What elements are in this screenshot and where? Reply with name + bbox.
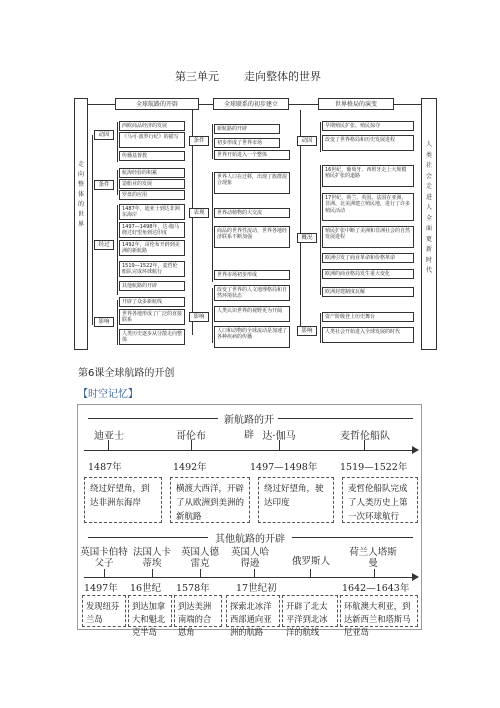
timeline-1-name-4: 麦哲伦船队 xyxy=(340,431,390,442)
timeline-1-desc-1: 绕过好望角，到达非洲东海岸 xyxy=(84,477,162,523)
timeline-2-desc-5: 开辟了北太平洋到北冰洋的航线 xyxy=(282,595,338,627)
c3-overview-4: 欧洲引发了商业革命和价格革命 xyxy=(322,253,414,263)
c2-manifest-3: 商品的世界性流动，世界各地经济联系不断加强 xyxy=(214,226,290,248)
timeline-1-name-2: 哥伦布 xyxy=(176,431,206,442)
timeline-2-desc-1: 发现纽芬兰岛 xyxy=(82,595,126,627)
timeline-figure xyxy=(77,404,422,637)
timeline-1-desc-4: 麦哲伦船队完成了人类历史上第一次环球航行 xyxy=(342,477,418,523)
timeline-1-year-1: 1487年 xyxy=(88,462,122,473)
c3-label-motive: 动因 xyxy=(297,136,317,146)
timeline-2-year-4: 17世纪初 xyxy=(236,583,277,594)
timeline-2-name-5: 俄罗斯人 xyxy=(291,556,330,567)
section-heading: 【时空记忆】 xyxy=(78,389,138,400)
c3-overview-6: 欧洲封建制度瓦解 xyxy=(322,287,414,297)
timeline-2-year-1: 1497年 xyxy=(84,583,118,594)
right-vertical-text: 人类社会走进人全面更新时代 xyxy=(425,141,432,274)
c1-process-3: 1492年，哥伦布开辟到美洲的新航路 xyxy=(119,240,185,256)
c1-process-2: 1497—1498年，达·伽马绕过好望角到达印度 xyxy=(119,222,185,238)
timeline-2-desc-2: 到达加拿大和魁北克半岛 xyxy=(128,595,172,627)
timeline-2-axis xyxy=(84,577,416,578)
timeline-2-name-3: 英国人德雷克 xyxy=(180,547,219,569)
timeline-2-year-2: 16世纪 xyxy=(130,583,162,594)
left-vertical-text: 走向整体的世界 xyxy=(77,161,84,228)
c1-motive-2: 《马可·波罗行纪》的描写 xyxy=(119,132,185,148)
timeline-1-year-4: 1519—1522年 xyxy=(340,462,408,473)
timeline-2-year-3: 1578年 xyxy=(176,583,210,594)
c3-label-impact: 影响 xyxy=(297,326,317,336)
c2-label-conditions: 条件 xyxy=(189,136,209,146)
c1-cond-1: 航海经验的积累 xyxy=(119,168,185,178)
c3-overview-2: 17世纪，荷兰、英国、法国在亚洲、非洲、北美洲建立殖民地，进行了许多殖民活动 xyxy=(322,193,414,221)
c1-cond-2: 造船业的发展 xyxy=(119,179,185,189)
c3-motive-1: 早期殖民扩张、殖民掠夺 xyxy=(322,121,414,131)
c2-cond-2: 初步形成了世界市场 xyxy=(214,138,280,148)
timeline-1-year-3: 1497—1498年 xyxy=(250,462,318,473)
timeline-1-arrow xyxy=(412,446,419,454)
c2-cond-3: 世界开始进入一个整体 xyxy=(214,150,290,160)
c1-label-conditions: 条件 xyxy=(94,180,114,190)
c1-label-process: 经过 xyxy=(94,240,114,250)
timeline-2-year-6: 1642—1643年 xyxy=(342,583,410,594)
timeline-2-name-1: 英国卡伯特父子 xyxy=(80,547,128,569)
c1-cond-3: 罗盘的应用 xyxy=(119,190,185,200)
timeline-2-name-6: 荷兰人塔斯曼 xyxy=(349,547,397,569)
timeline-2-desc-3: 到达美洲南端的合恩角 xyxy=(174,595,222,627)
c1-impact-1: 开辟了众多新航线 xyxy=(119,297,185,307)
unit-name: 走向整体的世界 xyxy=(244,70,321,83)
c3-motive-2: 改变了世界格局和历史发展进程 xyxy=(322,135,414,151)
c1-label-motive: 动因 xyxy=(94,130,114,140)
c2-impact-2: 人类认识世界的视野更为开阔 xyxy=(214,306,290,322)
c2-manifest-2: 世界动植物的大交流 xyxy=(214,208,290,218)
c1-process-1: 1487年，迪亚士到达非洲东海岸 xyxy=(119,204,185,220)
c3-impact-1: 资产阶级登上历史舞台 xyxy=(322,312,414,322)
c3-overview-1: 16世纪，葡萄牙、西班牙走上大规模殖民扩张的道路 xyxy=(322,165,414,187)
timeline-1-desc-3: 绕过好望角，驶达印度 xyxy=(258,477,334,523)
c2-impact-1: 改变了世界的人文地理格局和自然环境状态 xyxy=(214,285,290,301)
c2-label-impact: 影响 xyxy=(189,312,209,322)
c3-label-overview: 概况 xyxy=(297,233,317,243)
timeline-1-axis xyxy=(84,450,416,451)
timeline-2-title: 其他航路的开辟 xyxy=(215,534,285,545)
c1-label-impact: 影响 xyxy=(94,317,114,327)
c3-overview-5: 欧洲的商业格局发生重大变化 xyxy=(322,269,414,279)
column-header-3: 世界格局的演变 xyxy=(318,98,394,110)
unit-number: 第三单元 xyxy=(175,70,219,83)
c1-impact-3: 人类历史逐步从分散走向整体 xyxy=(119,329,185,345)
c1-process-5: 其他航路的开辟 xyxy=(119,281,185,291)
c1-impact-2: 世界各地形成了广泛的直接联系 xyxy=(119,309,185,325)
timeline-1-year-2: 1492年 xyxy=(173,462,207,473)
timeline-1-desc-2: 横渡大西洋，开辟了从欧洲到美洲的新航路 xyxy=(170,477,250,523)
lesson-title: 第6课全球航路的开创 xyxy=(78,368,175,379)
c2-label-manifest: 表现 xyxy=(189,208,209,218)
c3-impact-2: 人类社会开始进入全球发展的时代 xyxy=(322,327,414,343)
column-header-2: 全球联系的初步建立 xyxy=(213,98,289,110)
unit-title xyxy=(175,68,321,84)
c3-overview-3: 殖民扩张中断了美洲和非洲社会的自然发展进程 xyxy=(322,226,414,248)
timeline-2-name-4: 英国人哈得逊 xyxy=(230,547,269,569)
c1-process-4: 1519—1522年，麦哲伦船队完成环球航行 xyxy=(119,261,185,277)
c2-impact-3: 人口和动物的全球流动是加速了各种疾病的传播 xyxy=(214,326,290,348)
timeline-2-desc-6: 环航澳大利亚，到达新西兰和塔斯马尼亚岛 xyxy=(340,595,418,627)
column-header-1: 全球航路的开辟 xyxy=(115,98,199,110)
c2-cond-1: 新航路的开辟 xyxy=(214,124,280,134)
timeline-1-name-3: 达·伽马 xyxy=(262,431,296,442)
timeline-2-arrow xyxy=(412,573,419,581)
c1-motive-3: 传播基督教 xyxy=(119,151,185,161)
timeline-1-name-1: 迪亚士 xyxy=(94,431,124,442)
c2-manifest-1: 世界人口在迁移，出现了族群混合现象 xyxy=(214,172,290,194)
c2-manifest-4: 世界市场初步形成 xyxy=(214,270,290,280)
timeline-2-desc-4: 探索北冰洋西部通向亚洲的航路 xyxy=(226,595,280,627)
timeline-2-name-2: 法国人卡蒂埃 xyxy=(132,547,171,569)
timeline-1-title: 新航路的开辟 xyxy=(224,415,274,441)
c1-motive-1: 西欧商品经济的发展 xyxy=(119,121,185,131)
